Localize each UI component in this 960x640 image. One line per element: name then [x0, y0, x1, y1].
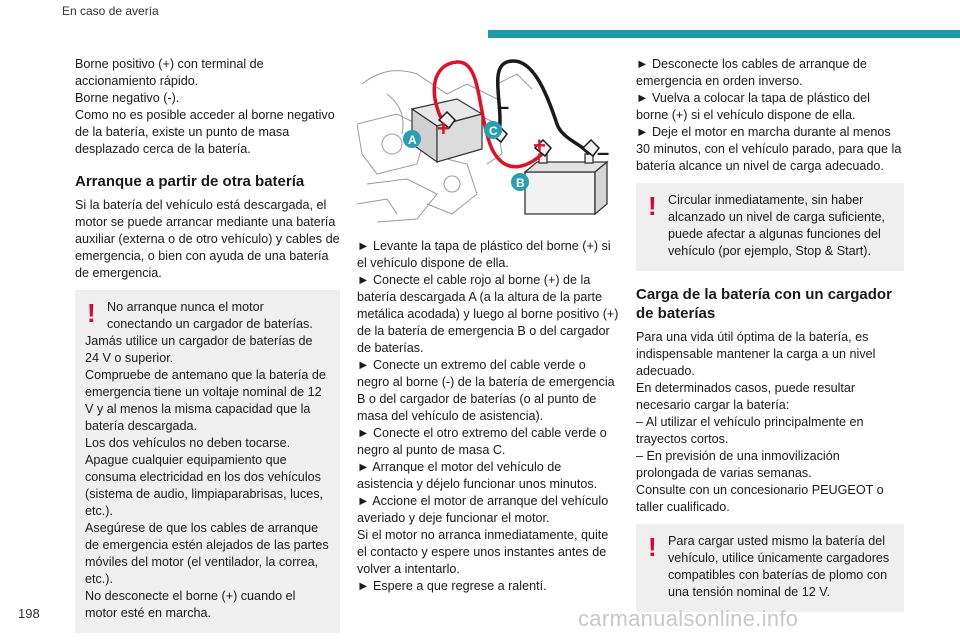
column-middle	[357, 56, 619, 595]
step-text: ► Conecte el otro extremo del cable verde o negro al punto de masa C.	[357, 426, 607, 457]
column-right	[636, 56, 904, 612]
warning-icon: !	[87, 298, 96, 328]
warning-line: Los dos vehículos no deben tocarse.	[85, 436, 291, 450]
step-text: ► Levante la tapa de plástico del borne (+) si el vehículo dispone de ella.	[357, 239, 611, 270]
warning-box-charge-level	[636, 183, 904, 271]
warning-line: Jamás utilice un cargador de baterías de 24 V o superior.	[85, 334, 313, 365]
charger-body-line: Para una vida útil óptima de la batería, es indispensable mantener la carga a un nivel adecuado.	[636, 330, 876, 378]
warning-line: Asegúrese de que los cables de arranque de emergencia estén alejados de las partes móviles del motor (el ventilador, la correa, etc.).	[85, 521, 329, 586]
label-b: B	[516, 176, 525, 190]
step-text: ► Accione el motor de arranque del vehículo averiado y deje funcionar el motor.	[357, 494, 609, 525]
watermark: carmanualsonline.info	[578, 606, 799, 631]
step-text: ► Espere a que regrese a ralentí.	[357, 579, 547, 593]
step-text: ► Arranque el motor del vehículo de asistencia y déjelo funcionar unos minutos.	[357, 460, 598, 491]
page-header-title: En caso de avería	[62, 4, 159, 18]
jump-start-body: Si la batería del vehículo está descargada, el motor se puede arrancar mediante una batería auxiliar (externa o de otro vehículo) y cables de emergencia, o bien con ayuda de una batería de emergencia.	[75, 198, 340, 280]
warning-line: Compruebe de antemano que la batería de emergencia tiene un voltaje nominal de 12 V y al menos la misma capacidad que la batería descargada.	[85, 368, 326, 433]
warning-line: No desconecte el borne (+) cuando el motor esté en marcha.	[85, 589, 296, 620]
minus-sign-c: –	[497, 94, 510, 119]
header-accent-bar	[488, 30, 960, 38]
warning-line: No arranque nunca el motor conectando un cargador de baterías.	[107, 300, 313, 331]
label-c: C	[489, 124, 498, 138]
warning-icon: !	[648, 532, 657, 562]
warning-icon: !	[648, 191, 657, 221]
step-text: ► Conecte un extremo del cable verde o negro al borne (-) de la batería de emergencia B o del cargador de baterías (o al punto de masa del vehículo de asistencia).	[357, 358, 615, 423]
warning-line: Apague cualquier equipamiento que consuma electricidad en los dos vehículos (sistema de audio, limpiaparabrisas, luces, etc.).	[85, 453, 323, 518]
plus-sign-b: +	[533, 133, 546, 158]
engine-bay-diagram	[357, 54, 617, 226]
minus-sign-b: –	[597, 140, 610, 165]
charger-body-line: En determinados casos, puede resultar necesario cargar la batería:	[636, 381, 856, 412]
warning-box-charger	[636, 524, 904, 612]
label-a: A	[408, 133, 417, 147]
ground-point-text: Como no es posible acceder al borne negativo de la batería, existe un punto de masa desplazado cerca de la batería.	[75, 108, 335, 156]
charger-body-line: – En previsión de una inmovilización prolongada de varias semanas.	[636, 449, 840, 480]
step-text: ► Conecte el cable rojo al borne (+) de la batería descargada A (a la altura de la parte metálica acodada) y luego al borne positivo (+) de la batería de emergencia B o del cargador de baterías.	[357, 273, 619, 355]
step-text: Si el motor no arranca inmediatamente, quite el contacto y espere unos instantes antes de volver a intentarlo.	[357, 528, 609, 576]
plus-sign-a: +	[437, 116, 450, 141]
step-text: ► Deje el motor en marcha durante al menos 30 minutos, con el vehículo parado, para que la batería alcance un nivel de carga adecuado.	[636, 125, 902, 173]
page-number: 198	[18, 606, 40, 621]
charger-body-line: – Al utilizar el vehículo principalmente en trayectos cortos.	[636, 415, 864, 446]
terminal-negative-text: Borne negativo (-).	[75, 91, 180, 105]
terminal-positive-text: Borne positivo (+) con terminal de accionamiento rápido.	[75, 57, 264, 88]
warning-text: Para cargar usted mismo la batería del vehículo, utilice únicamente cargadores compatibles con baterías de plomo con una tensión nominal de 12 V.	[668, 534, 890, 599]
column-left	[75, 56, 340, 633]
section-heading-charger: Carga de la batería con un cargador de baterías	[636, 286, 892, 322]
step-text: ► Vuelva a colocar la tapa de plástico del borne (+) si el vehículo dispone de ella.	[636, 91, 870, 122]
warning-text: Circular inmediatamente, sin haber alcanzado un nivel de carga suficiente, puede afectar a algunas funciones del vehículo (por ejemplo, Stop & Start).	[668, 193, 886, 258]
step-text: ► Desconecte los cables de arranque de emergencia en orden inverso.	[636, 57, 867, 88]
charger-body-line: Consulte con un concesionario PEUGEOT o taller cualificado.	[636, 483, 884, 514]
warning-box-jump-start	[75, 290, 340, 633]
jump-start-illustration	[357, 54, 617, 226]
section-heading-jump-start: Arranque a partir de otra batería	[75, 173, 305, 190]
